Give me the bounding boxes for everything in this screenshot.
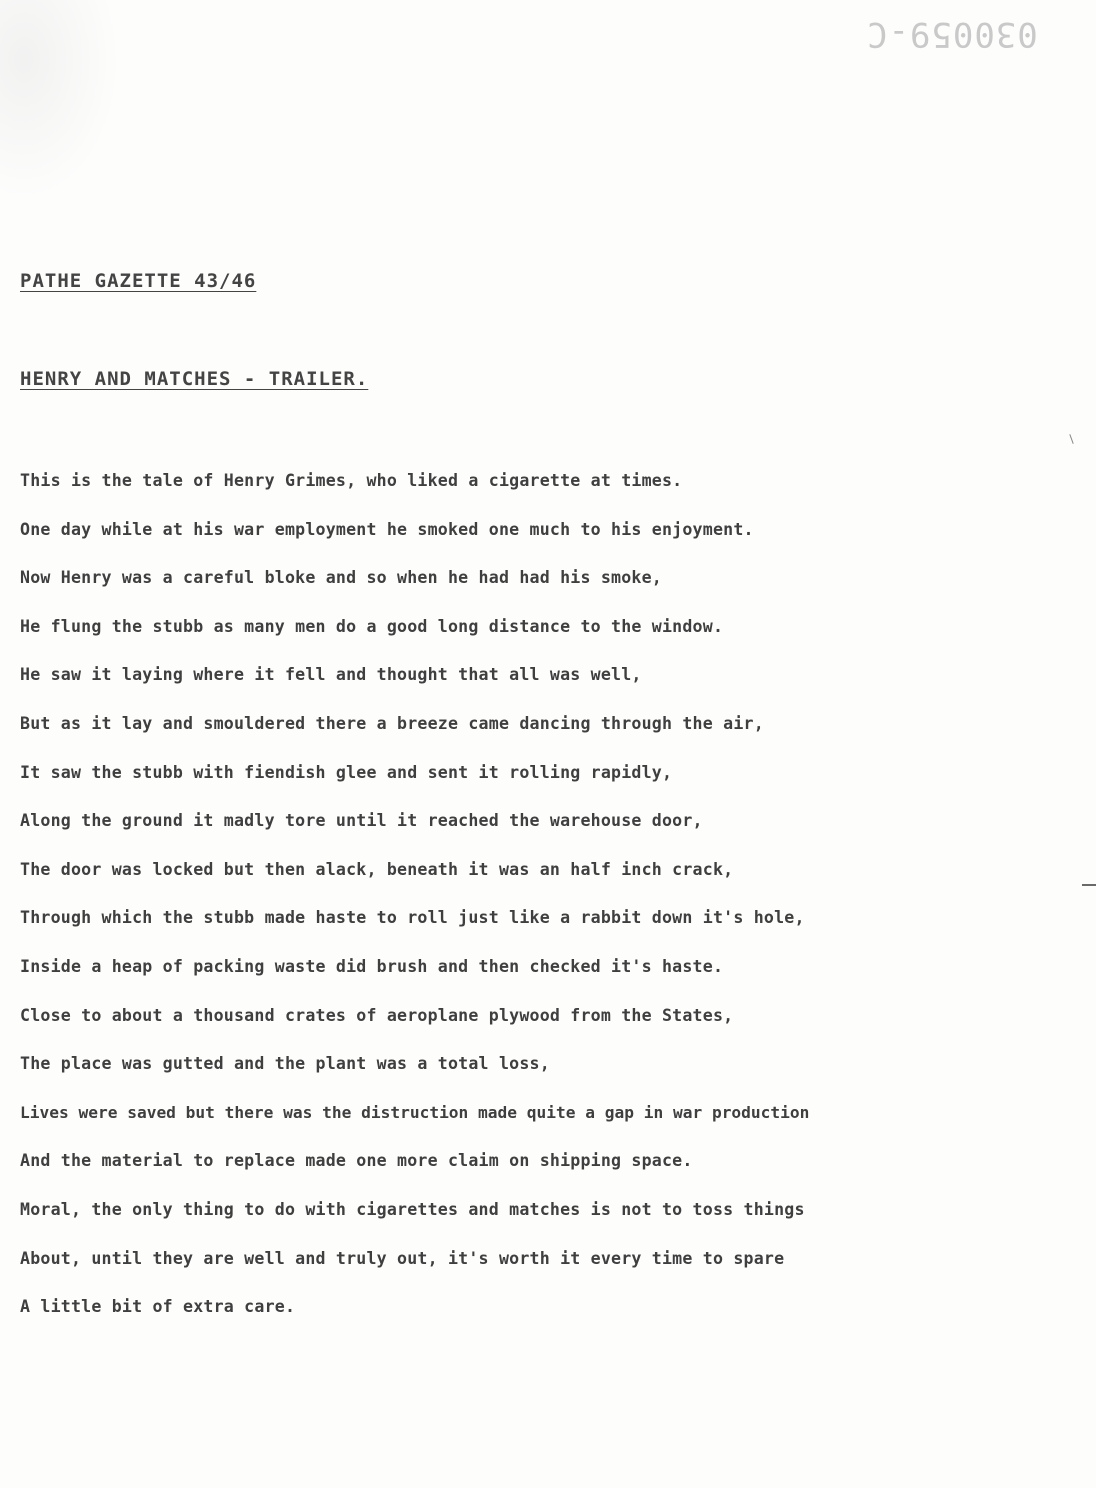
poem-line: He saw it laying where it fell and thought that all was well, xyxy=(20,665,642,685)
poem-line: One day while at his war employment he smoked one much to his enjoyment. xyxy=(20,519,754,539)
poem-line: Close to about a thousand crates of aeroplane plywood from the States, xyxy=(20,1005,734,1025)
poem-line: Along the ground it madly tore until it reached the warehouse door, xyxy=(20,811,703,831)
poem-line: But as it lay and smouldered there a breeze came dancing through the air, xyxy=(20,713,764,733)
poem-line: It saw the stubb with fiendish glee and sent it rolling rapidly, xyxy=(20,762,673,782)
document-subtitle: HENRY AND MATCHES - TRAILER. xyxy=(20,368,369,390)
margin-edge-mark xyxy=(1082,884,1096,886)
margin-tick-mark xyxy=(1069,434,1073,444)
poem-line: This is the tale of Henry Grimes, who liked a cigarette at times. xyxy=(20,471,683,490)
poem-line: The door was locked but then alack, beneath it was an half inch crack, xyxy=(20,859,734,879)
page-smudge xyxy=(0,0,120,200)
poem-line: Inside a heap of packing waste did brush and then checked it's haste. xyxy=(20,956,724,976)
poem-line: Now Henry was a careful bloke and so when he had had his smoke, xyxy=(20,568,662,588)
reference-number: 030059-C xyxy=(866,14,1038,54)
document-title: PATHE GAZETTE 43/46 xyxy=(20,270,257,292)
poem-line: And the material to replace made one more claim on shipping space. xyxy=(20,1151,693,1171)
poem-text xyxy=(20,471,809,1346)
poem-line: Moral, the only thing to do with cigarettes and matches is not to toss things xyxy=(20,1199,805,1219)
poem-line: The place was gutted and the plant was a total loss, xyxy=(20,1054,550,1074)
poem-line: About, until they are well and truly out, it's worth it every time to spare xyxy=(20,1248,785,1268)
poem-line: He flung the stubb as many men do a good long distance to the window. xyxy=(20,616,724,636)
poem-line: Lives were saved but there was the distruction made quite a gap in war production xyxy=(20,1102,810,1122)
poem-line: Through which the stubb made haste to roll just like a rabbit down it's hole, xyxy=(20,908,805,928)
poem-line: A little bit of extra care. xyxy=(20,1297,296,1317)
